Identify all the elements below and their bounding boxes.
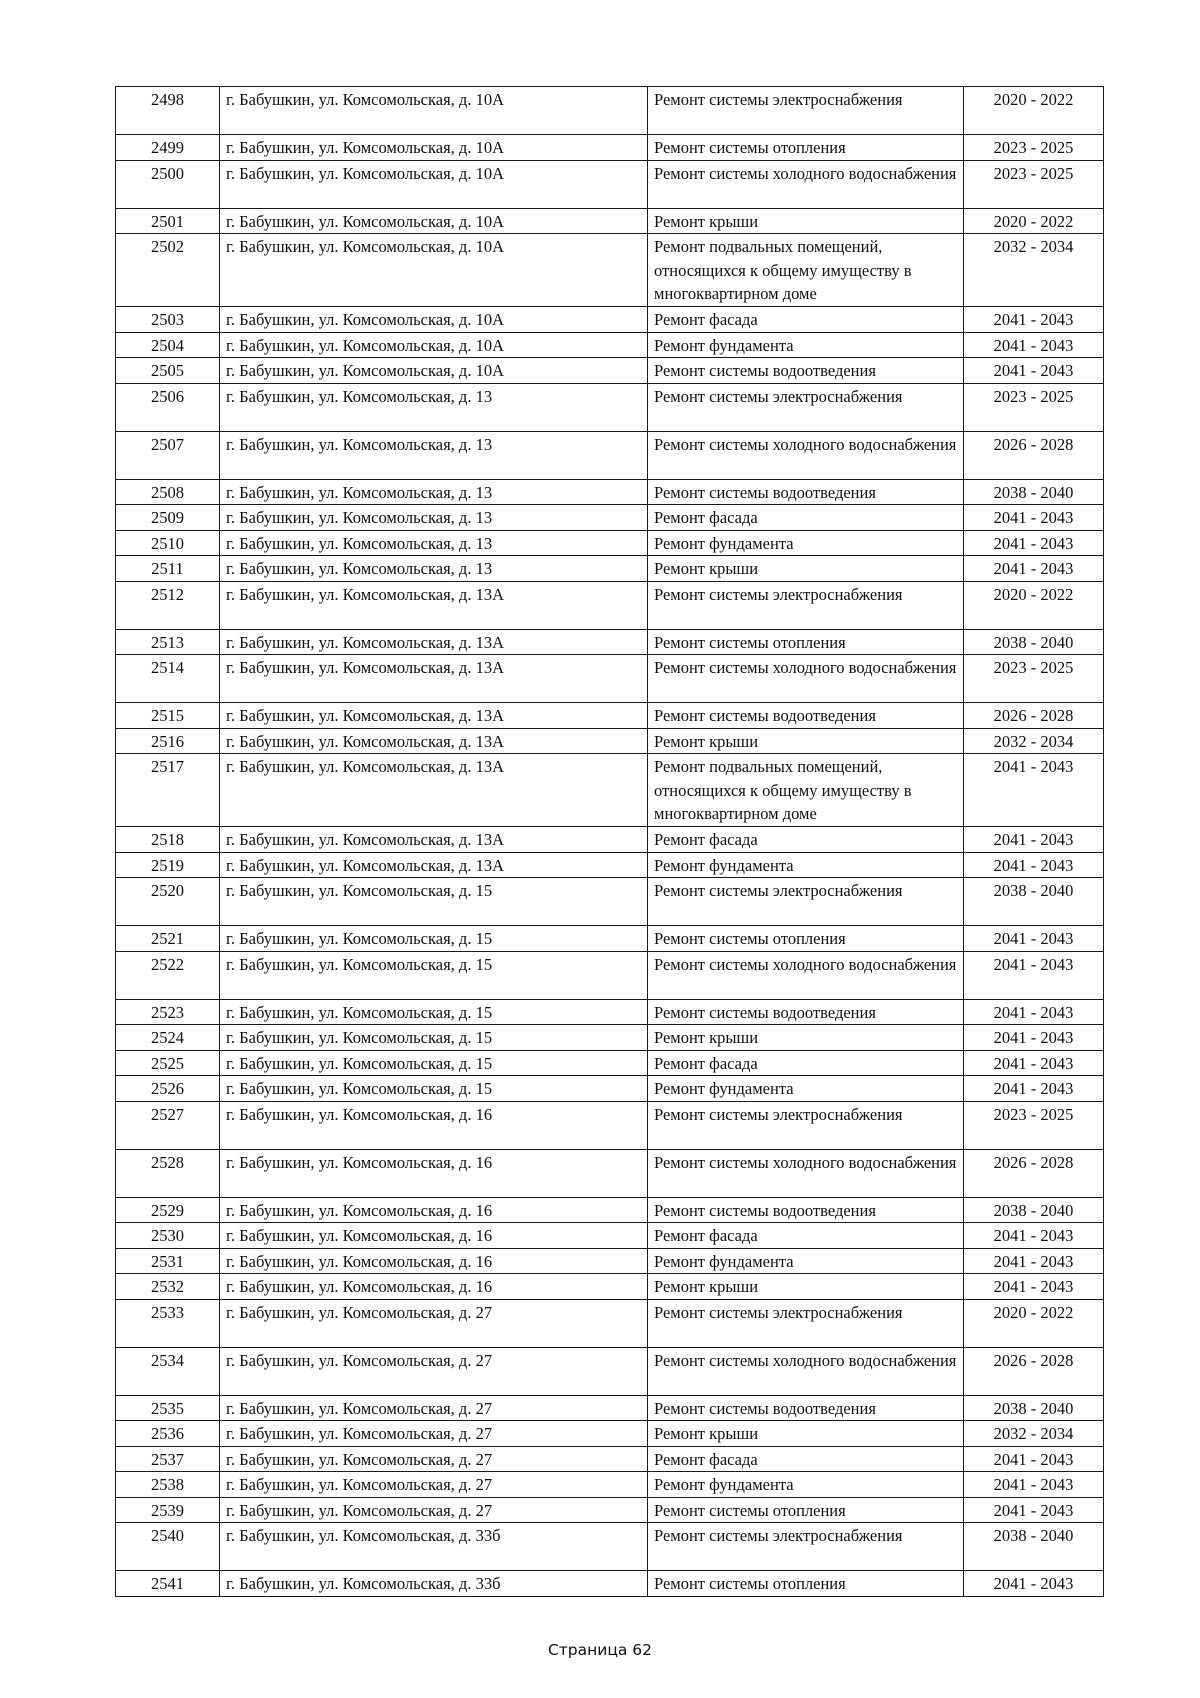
table-row — [116, 135, 1104, 161]
work-type-cell: Ремонт фасада — [648, 307, 964, 333]
work-type-cell: Ремонт системы холодного водоснабжения — [648, 1149, 964, 1197]
table-row — [116, 1101, 1104, 1149]
work-type-cell: Ремонт системы холодного водоснабжения — [648, 1347, 964, 1395]
address-cell: г. Бабушкин, ул. Комсомольская, д. 27 — [220, 1446, 648, 1472]
address-cell: г. Бабушкин, ул. Комсомольская, д. 13А — [220, 827, 648, 853]
work-type-cell: Ремонт фундамента — [648, 852, 964, 878]
table-row — [116, 1571, 1104, 1597]
period-cell: 2038 - 2040 — [964, 1197, 1104, 1223]
period-cell: 2041 - 2043 — [964, 852, 1104, 878]
address-cell: г. Бабушкин, ул. Комсомольская, д. 10А — [220, 87, 648, 135]
work-type-cell: Ремонт системы отопления — [648, 135, 964, 161]
table-row — [116, 530, 1104, 556]
table-row — [116, 160, 1104, 208]
address-cell: г. Бабушкин, ул. Комсомольская, д. 10А — [220, 135, 648, 161]
row-number-cell: 2501 — [116, 208, 220, 234]
address-cell: г. Бабушкин, ул. Комсомольская, д. 15 — [220, 878, 648, 926]
table-row — [116, 629, 1104, 655]
period-cell: 2041 - 2043 — [964, 530, 1104, 556]
work-type-cell: Ремонт системы отопления — [648, 926, 964, 952]
address-cell: г. Бабушкин, ул. Комсомольская, д. 27 — [220, 1299, 648, 1347]
address-cell: г. Бабушкин, ул. Комсомольская, д. 10А — [220, 307, 648, 333]
work-type-cell: Ремонт системы водоотведения — [648, 999, 964, 1025]
row-number-cell: 2513 — [116, 629, 220, 655]
work-type-cell: Ремонт системы отопления — [648, 629, 964, 655]
table-row — [116, 878, 1104, 926]
work-type-cell: Ремонт системы электроснабжения — [648, 87, 964, 135]
work-type-cell: Ремонт системы водоотведения — [648, 1395, 964, 1421]
table-row — [116, 1395, 1104, 1421]
work-type-cell: Ремонт системы отопления — [648, 1497, 964, 1523]
period-cell: 2041 - 2043 — [964, 951, 1104, 999]
period-cell: 2038 - 2040 — [964, 1523, 1104, 1571]
period-cell: 2023 - 2025 — [964, 135, 1104, 161]
row-number-cell: 2535 — [116, 1395, 220, 1421]
work-type-cell: Ремонт фундамента — [648, 1248, 964, 1274]
work-type-cell: Ремонт системы электроснабжения — [648, 581, 964, 629]
period-cell: 2026 - 2028 — [964, 1149, 1104, 1197]
work-type-cell: Ремонт крыши — [648, 728, 964, 754]
address-cell: г. Бабушкин, ул. Комсомольская, д. 13А — [220, 629, 648, 655]
period-cell: 2038 - 2040 — [964, 878, 1104, 926]
address-cell: г. Бабушкин, ул. Комсомольская, д. 13 — [220, 505, 648, 531]
row-number-cell: 2514 — [116, 655, 220, 703]
row-number-cell: 2533 — [116, 1299, 220, 1347]
row-number-cell: 2510 — [116, 530, 220, 556]
table-row — [116, 1274, 1104, 1300]
address-cell: г. Бабушкин, ул. Комсомольская, д. 16 — [220, 1274, 648, 1300]
row-number-cell: 2529 — [116, 1197, 220, 1223]
period-cell: 2023 - 2025 — [964, 1101, 1104, 1149]
period-cell: 2041 - 2043 — [964, 754, 1104, 827]
table-row — [116, 1472, 1104, 1498]
work-type-cell: Ремонт системы водоотведения — [648, 479, 964, 505]
period-cell: 2041 - 2043 — [964, 827, 1104, 853]
row-number-cell: 2505 — [116, 358, 220, 384]
address-cell: г. Бабушкин, ул. Комсомольская, д. 33б — [220, 1523, 648, 1571]
row-number-cell: 2511 — [116, 556, 220, 582]
row-number-cell: 2530 — [116, 1223, 220, 1249]
work-type-cell: Ремонт системы холодного водоснабжения — [648, 160, 964, 208]
address-cell: г. Бабушкин, ул. Комсомольская, д. 15 — [220, 926, 648, 952]
row-number-cell: 2503 — [116, 307, 220, 333]
address-cell: г. Бабушкин, ул. Комсомольская, д. 15 — [220, 1025, 648, 1051]
period-cell: 2023 - 2025 — [964, 655, 1104, 703]
period-cell: 2041 - 2043 — [964, 1223, 1104, 1249]
row-number-cell: 2518 — [116, 827, 220, 853]
row-number-cell: 2521 — [116, 926, 220, 952]
period-cell: 2032 - 2034 — [964, 234, 1104, 307]
period-cell: 2041 - 2043 — [964, 1446, 1104, 1472]
period-cell: 2020 - 2022 — [964, 208, 1104, 234]
address-cell: г. Бабушкин, ул. Комсомольская, д. 33б — [220, 1571, 648, 1597]
work-type-cell: Ремонт крыши — [648, 1025, 964, 1051]
address-cell: г. Бабушкин, ул. Комсомольская, д. 13 — [220, 479, 648, 505]
row-number-cell: 2522 — [116, 951, 220, 999]
period-cell: 2020 - 2022 — [964, 1299, 1104, 1347]
address-cell: г. Бабушкин, ул. Комсомольская, д. 10А — [220, 208, 648, 234]
row-number-cell: 2531 — [116, 1248, 220, 1274]
row-number-cell: 2532 — [116, 1274, 220, 1300]
period-cell: 2041 - 2043 — [964, 999, 1104, 1025]
row-number-cell: 2499 — [116, 135, 220, 161]
address-cell: г. Бабушкин, ул. Комсомольская, д. 10А — [220, 358, 648, 384]
period-cell: 2041 - 2043 — [964, 1248, 1104, 1274]
address-cell: г. Бабушкин, ул. Комсомольская, д. 13 — [220, 530, 648, 556]
address-cell: г. Бабушкин, ул. Комсомольская, д. 13 — [220, 431, 648, 479]
row-number-cell: 2525 — [116, 1050, 220, 1076]
row-number-cell: 2541 — [116, 1571, 220, 1597]
work-type-cell: Ремонт системы водоотведения — [648, 358, 964, 384]
work-type-cell: Ремонт фундамента — [648, 1472, 964, 1498]
period-cell: 2041 - 2043 — [964, 358, 1104, 384]
address-cell: г. Бабушкин, ул. Комсомольская, д. 27 — [220, 1421, 648, 1447]
period-cell: 2032 - 2034 — [964, 728, 1104, 754]
row-number-cell: 2500 — [116, 160, 220, 208]
address-cell: г. Бабушкин, ул. Комсомольская, д. 10А — [220, 234, 648, 307]
address-cell: г. Бабушкин, ул. Комсомольская, д. 10А — [220, 160, 648, 208]
address-cell: г. Бабушкин, ул. Комсомольская, д. 13 — [220, 556, 648, 582]
row-number-cell: 2524 — [116, 1025, 220, 1051]
table-row — [116, 951, 1104, 999]
table-row — [116, 728, 1104, 754]
period-cell: 2020 - 2022 — [964, 581, 1104, 629]
address-cell: г. Бабушкин, ул. Комсомольская, д. 27 — [220, 1497, 648, 1523]
document-sheet — [115, 86, 1103, 1597]
table-row — [116, 1299, 1104, 1347]
address-cell: г. Бабушкин, ул. Комсомольская, д. 15 — [220, 1076, 648, 1102]
table-row — [116, 1197, 1104, 1223]
address-cell: г. Бабушкин, ул. Комсомольская, д. 15 — [220, 1050, 648, 1076]
row-number-cell: 2509 — [116, 505, 220, 531]
period-cell: 2026 - 2028 — [964, 431, 1104, 479]
address-cell: г. Бабушкин, ул. Комсомольская, д. 16 — [220, 1248, 648, 1274]
table-row — [116, 358, 1104, 384]
table-row — [116, 1421, 1104, 1447]
row-number-cell: 2517 — [116, 754, 220, 827]
period-cell: 2026 - 2028 — [964, 703, 1104, 729]
table-row — [116, 208, 1104, 234]
row-number-cell: 2504 — [116, 332, 220, 358]
period-cell: 2041 - 2043 — [964, 1050, 1104, 1076]
period-cell: 2026 - 2028 — [964, 1347, 1104, 1395]
period-cell: 2041 - 2043 — [964, 307, 1104, 333]
period-cell: 2041 - 2043 — [964, 505, 1104, 531]
row-number-cell: 2506 — [116, 383, 220, 431]
address-cell: г. Бабушкин, ул. Комсомольская, д. 10А — [220, 332, 648, 358]
table-row — [116, 556, 1104, 582]
work-type-cell: Ремонт фасада — [648, 1050, 964, 1076]
table-row — [116, 999, 1104, 1025]
row-number-cell: 2528 — [116, 1149, 220, 1197]
work-type-cell: Ремонт фасада — [648, 1223, 964, 1249]
work-type-cell: Ремонт подвальных помещений, относящихся к общему имуществу в многоквартирном доме — [648, 754, 964, 827]
table-body — [116, 87, 1104, 1597]
row-number-cell: 2516 — [116, 728, 220, 754]
period-cell: 2041 - 2043 — [964, 1274, 1104, 1300]
table-row — [116, 1050, 1104, 1076]
work-type-cell: Ремонт системы водоотведения — [648, 703, 964, 729]
row-number-cell: 2539 — [116, 1497, 220, 1523]
address-cell: г. Бабушкин, ул. Комсомольская, д. 27 — [220, 1347, 648, 1395]
table-row — [116, 852, 1104, 878]
work-type-cell: Ремонт фундамента — [648, 530, 964, 556]
period-cell: 2038 - 2040 — [964, 1395, 1104, 1421]
row-number-cell: 2515 — [116, 703, 220, 729]
period-cell: 2032 - 2034 — [964, 1421, 1104, 1447]
row-number-cell: 2534 — [116, 1347, 220, 1395]
period-cell: 2041 - 2043 — [964, 332, 1104, 358]
table-row — [116, 581, 1104, 629]
row-number-cell: 2540 — [116, 1523, 220, 1571]
work-type-cell: Ремонт фасада — [648, 505, 964, 531]
row-number-cell: 2523 — [116, 999, 220, 1025]
table-row — [116, 926, 1104, 952]
row-number-cell: 2507 — [116, 431, 220, 479]
address-cell: г. Бабушкин, ул. Комсомольская, д. 16 — [220, 1101, 648, 1149]
period-cell: 2041 - 2043 — [964, 1571, 1104, 1597]
table-row — [116, 1523, 1104, 1571]
row-number-cell: 2526 — [116, 1076, 220, 1102]
work-type-cell: Ремонт крыши — [648, 556, 964, 582]
work-type-cell: Ремонт системы отопления — [648, 1571, 964, 1597]
table-row — [116, 1497, 1104, 1523]
work-type-cell: Ремонт системы холодного водоснабжения — [648, 431, 964, 479]
address-cell: г. Бабушкин, ул. Комсомольская, д. 15 — [220, 951, 648, 999]
address-cell: г. Бабушкин, ул. Комсомольская, д. 27 — [220, 1395, 648, 1421]
row-number-cell: 2512 — [116, 581, 220, 629]
row-number-cell: 2520 — [116, 878, 220, 926]
table-row — [116, 87, 1104, 135]
period-cell: 2041 - 2043 — [964, 926, 1104, 952]
period-cell: 2041 - 2043 — [964, 1076, 1104, 1102]
address-cell: г. Бабушкин, ул. Комсомольская, д. 13А — [220, 754, 648, 827]
work-type-cell: Ремонт системы холодного водоснабжения — [648, 655, 964, 703]
work-type-cell: Ремонт фундамента — [648, 332, 964, 358]
address-cell: г. Бабушкин, ул. Комсомольская, д. 13А — [220, 703, 648, 729]
table-row — [116, 1347, 1104, 1395]
table-row — [116, 1223, 1104, 1249]
work-type-cell: Ремонт крыши — [648, 1274, 964, 1300]
row-number-cell: 2538 — [116, 1472, 220, 1498]
address-cell: г. Бабушкин, ул. Комсомольская, д. 13А — [220, 852, 648, 878]
table-row — [116, 655, 1104, 703]
table-row — [116, 1076, 1104, 1102]
table-row — [116, 383, 1104, 431]
address-cell: г. Бабушкин, ул. Комсомольская, д. 13А — [220, 728, 648, 754]
period-cell: 2041 - 2043 — [964, 1025, 1104, 1051]
address-cell: г. Бабушкин, ул. Комсомольская, д. 16 — [220, 1223, 648, 1249]
address-cell: г. Бабушкин, ул. Комсомольская, д. 27 — [220, 1472, 648, 1498]
table-row — [116, 1149, 1104, 1197]
period-cell: 2041 - 2043 — [964, 1472, 1104, 1498]
work-type-cell: Ремонт системы электроснабжения — [648, 878, 964, 926]
work-type-cell: Ремонт системы электроснабжения — [648, 383, 964, 431]
address-cell: г. Бабушкин, ул. Комсомольская, д. 13А — [220, 655, 648, 703]
table-row — [116, 307, 1104, 333]
work-type-cell: Ремонт крыши — [648, 208, 964, 234]
table-row — [116, 431, 1104, 479]
period-cell: 2038 - 2040 — [964, 479, 1104, 505]
row-number-cell: 2519 — [116, 852, 220, 878]
period-cell: 2041 - 2043 — [964, 556, 1104, 582]
period-cell: 2038 - 2040 — [964, 629, 1104, 655]
table-row — [116, 1248, 1104, 1274]
row-number-cell: 2502 — [116, 234, 220, 307]
address-cell: г. Бабушкин, ул. Комсомольская, д. 16 — [220, 1197, 648, 1223]
period-cell: 2041 - 2043 — [964, 1497, 1104, 1523]
table-row — [116, 703, 1104, 729]
row-number-cell: 2537 — [116, 1446, 220, 1472]
repair-schedule-table — [115, 86, 1104, 1597]
table-row — [116, 234, 1104, 307]
work-type-cell: Ремонт фасада — [648, 827, 964, 853]
page-number: Страница 62 — [547, 1641, 653, 1659]
table-row — [116, 754, 1104, 827]
work-type-cell: Ремонт системы электроснабжения — [648, 1299, 964, 1347]
work-type-cell: Ремонт системы холодного водоснабжения — [648, 951, 964, 999]
period-cell: 2020 - 2022 — [964, 87, 1104, 135]
table-row — [116, 479, 1104, 505]
work-type-cell: Ремонт крыши — [648, 1421, 964, 1447]
period-cell: 2023 - 2025 — [964, 383, 1104, 431]
address-cell: г. Бабушкин, ул. Комсомольская, д. 13 — [220, 383, 648, 431]
address-cell: г. Бабушкин, ул. Комсомольская, д. 15 — [220, 999, 648, 1025]
work-type-cell: Ремонт системы электроснабжения — [648, 1101, 964, 1149]
table-row — [116, 827, 1104, 853]
work-type-cell: Ремонт подвальных помещений, относящихся к общему имуществу в многоквартирном доме — [648, 234, 964, 307]
row-number-cell: 2527 — [116, 1101, 220, 1149]
table-row — [116, 505, 1104, 531]
work-type-cell: Ремонт фасада — [648, 1446, 964, 1472]
address-cell: г. Бабушкин, ул. Комсомольская, д. 13А — [220, 581, 648, 629]
row-number-cell: 2536 — [116, 1421, 220, 1447]
row-number-cell: 2508 — [116, 479, 220, 505]
work-type-cell: Ремонт фундамента — [648, 1076, 964, 1102]
period-cell: 2023 - 2025 — [964, 160, 1104, 208]
table-row — [116, 1446, 1104, 1472]
row-number-cell: 2498 — [116, 87, 220, 135]
work-type-cell: Ремонт системы водоотведения — [648, 1197, 964, 1223]
table-row — [116, 332, 1104, 358]
address-cell: г. Бабушкин, ул. Комсомольская, д. 16 — [220, 1149, 648, 1197]
table-row — [116, 1025, 1104, 1051]
work-type-cell: Ремонт системы электроснабжения — [648, 1523, 964, 1571]
